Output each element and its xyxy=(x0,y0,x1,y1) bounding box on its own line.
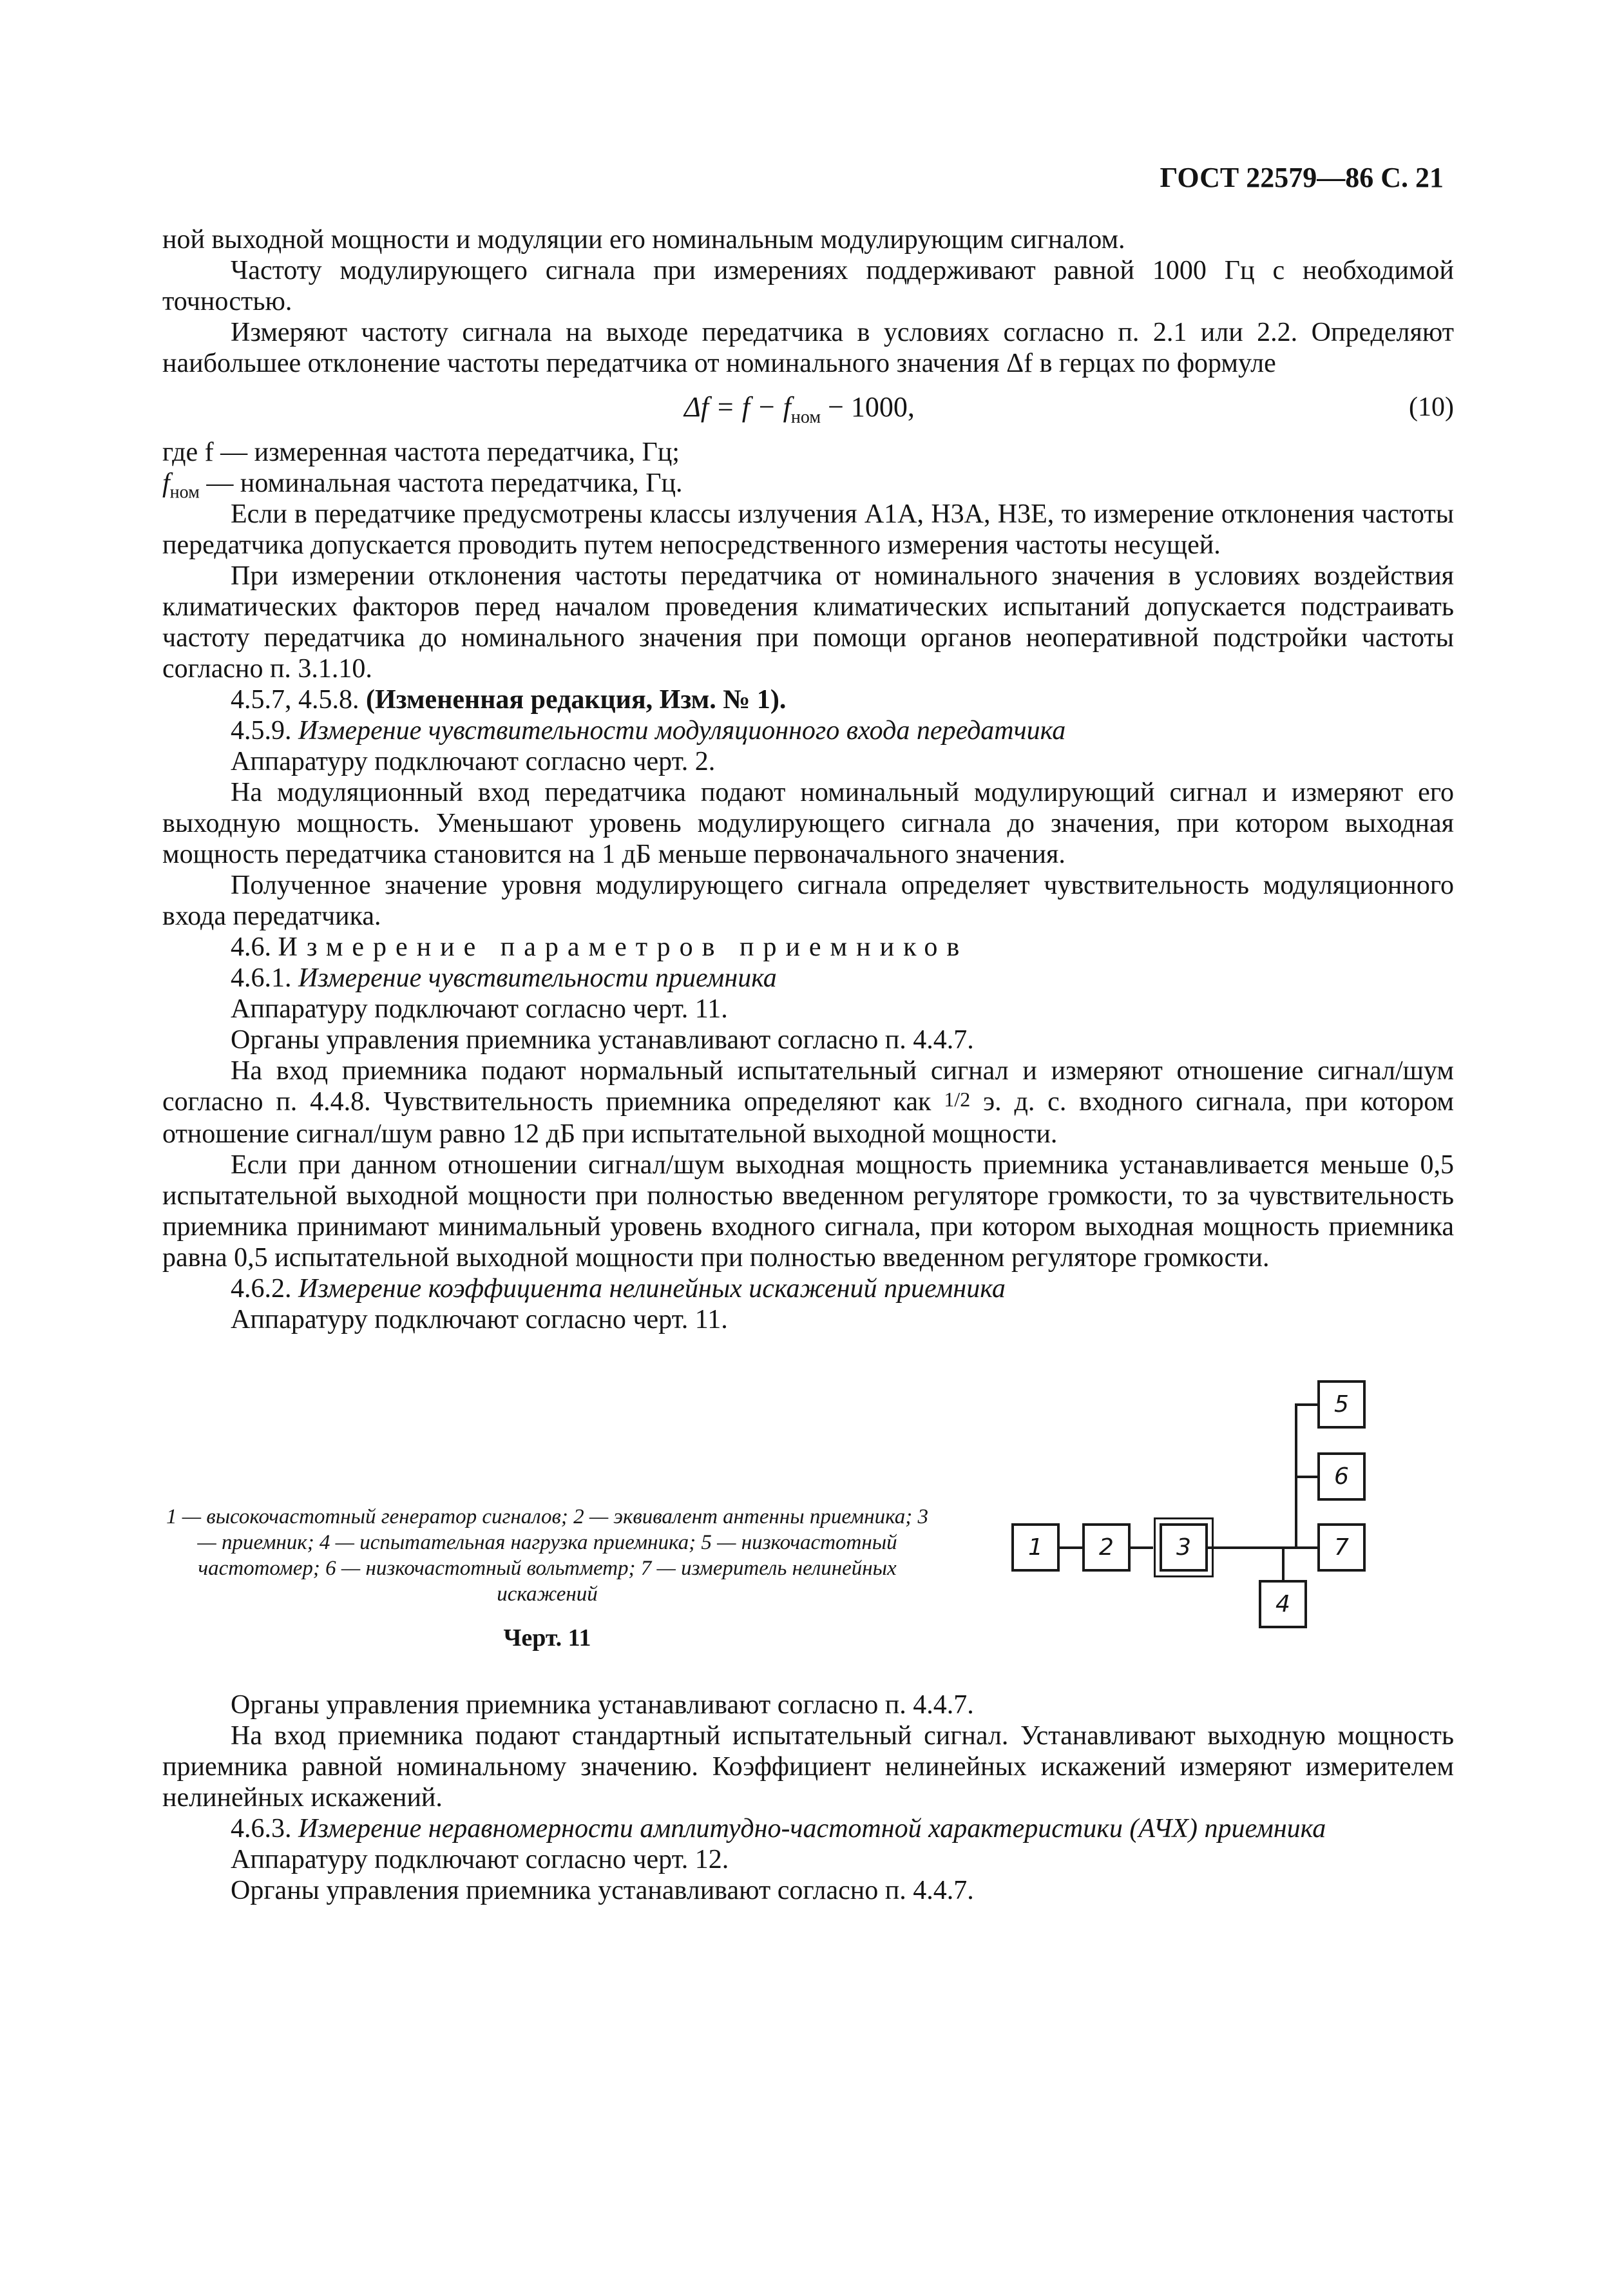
section-heading: 4.6.2. Измерение коэффициента нелинейных искажений приемника xyxy=(231,1274,1006,1304)
paragraph: На вход приемника подают нормальный испытательный сигнал и измеряют отношение сигнал/шум согласно п. 4.4.8. Чувствительность приемника определяют как 1/2 э. д. с. входного сигнала, при котором отношение сигнал/шум равно 12 дБ при испытательной выходной мощности. xyxy=(162,1056,1454,1149)
block-diagram xyxy=(1011,1380,1411,1683)
formula-10 xyxy=(162,388,1454,429)
page-header: ГОСТ 22579—86 С. 21 xyxy=(1160,162,1444,193)
figure-label: Черт. 11 xyxy=(503,1624,591,1651)
section-heading: 4.6.3. Измерение неравномерности амплитудно-частотной характеристики (АЧХ) приемника xyxy=(231,1814,1326,1844)
paragraph: Аппаратуру подключают согласно черт. 12. xyxy=(231,1845,729,1874)
block-2-antenna-equivalent: 2 xyxy=(1082,1523,1131,1572)
definition-f: где f — измеренная частота передатчика, Гц; xyxy=(162,438,680,467)
section-heading: 4.5.9. Измерение чувствительности модуляционного входа передатчика xyxy=(231,716,1066,746)
formula-number: (10) xyxy=(1409,392,1454,422)
block-3-receiver: 3 xyxy=(1160,1523,1208,1572)
paragraph: Полученное значение уровня модулирующего сигнала определяет чувствительность модуляционного входа передатчика. xyxy=(162,871,1454,931)
paragraph: Органы управления приемника устанавливают согласно п. 4.4.7. xyxy=(231,1690,974,1720)
connector-line xyxy=(1295,1546,1317,1549)
paragraph: На модуляционный вход передатчика подают номинальный модулирующий сигнал и измеряют его выходную мощность. Уменьшают уровень модулирующего сигнала до значения, при котором выходная мощность передатчика становится на 1 дБ меньше первоначального значения. xyxy=(162,778,1454,869)
paragraph: Если в передатчике предусмотрены классы излучения А1А, Н3А, Н3Е, то измерение отклонения частоты передатчика допускается проводить путем непосредственного измерения частоты несущей. xyxy=(162,499,1454,560)
definition-fnom: $f_{ном}$ — номинальная частота передатчика, Гц. xyxy=(162,468,683,503)
connector-line xyxy=(1282,1546,1285,1580)
connector-line xyxy=(1060,1546,1082,1549)
paragraph: На вход приемника подают стандартный испытательный сигнал. Устанавливают выходную мощность приемника равной номинальному значению. Коэффициент нелинейных искажений измеряют измерителем нелинейных искажений. xyxy=(162,1721,1454,1813)
page-body xyxy=(162,224,1454,1906)
block-6-voltmeter: 6 xyxy=(1317,1452,1366,1501)
figure-caption: 1 — высокочастотный генератор сигналов; 2 — эквивалент антенны приемника; 3 — приемник; 4 — испытательная нагрузка приемника; 5 — низкочастотный частотомер; 6 — низкочастотный вольтметр; 7 — измеритель нелинейных искажений Черт. 11 xyxy=(162,1504,932,1651)
paragraph: Частоту модулирующего сигнала при измерениях поддерживают равной 1000 Гц с необходимой точностью. xyxy=(162,256,1454,316)
amendment-note: 4.5.7, 4.5.8. (Измененная редакция, Изм. № 1). xyxy=(231,685,787,715)
paragraph: Измеряют частоту сигнала на выходе передатчика в условиях согласно п. 2.1 или 2.2. Определяют наибольшее отклонение частоты передатчика от номинального значения Δf в герцах по формуле xyxy=(162,318,1454,378)
block-5-frequency-meter: 5 xyxy=(1317,1380,1366,1429)
figure-11 xyxy=(162,1380,1454,1690)
paragraph: Органы управления приемника устанавливают согласно п. 4.4.7. xyxy=(231,1025,974,1055)
paragraph: Аппаратуру подключают согласно черт. 2. xyxy=(231,747,716,776)
paragraph: Аппаратуру подключают согласно черт. 11. xyxy=(231,1305,728,1334)
connector-line xyxy=(1131,1546,1153,1549)
section-heading: 4.6.1. Измерение чувствительности приемника xyxy=(231,963,777,993)
paragraph: Органы управления приемника устанавливают согласно п. 4.4.7. xyxy=(231,1876,974,1905)
section-heading: 4.6. Измерение параметров приемников xyxy=(231,932,969,962)
block-7-distortion-meter: 7 xyxy=(1317,1523,1366,1572)
formula-expression: $\Delta f = f - f_{ном} - 1000$, xyxy=(684,391,915,427)
block-4-test-load: 4 xyxy=(1259,1580,1307,1628)
paragraph: Аппаратуру подключают согласно черт. 11. xyxy=(231,994,728,1024)
connector-line xyxy=(1295,1476,1317,1478)
paragraph: ной выходной мощности и модуляции его номинальным модулирующим сигналом. xyxy=(162,225,1125,255)
connector-line xyxy=(1295,1403,1317,1406)
connector-line xyxy=(1295,1403,1297,1546)
paragraph: При измерении отклонения частоты передатчика от номинального значения в условиях воздействия климатических факторов перед началом проведения климатических испытаний допускается подстраивать частоту передатчика до номинального значения при помощи органов неоперативной подстройки частоты согласно п. 3.1.10. xyxy=(162,561,1454,684)
block-1-hf-generator: 1 xyxy=(1011,1523,1060,1572)
paragraph: Если при данном отношении сигнал/шум выходная мощность приемника устанавливается меньше 0,5 испытательной выходной мощности при полностью введенном регуляторе громкости, то за чувствительность приемника принимают минимальный уровень входного сигнала, при котором выходная мощность приемника равна 0,5 испытательной выходной мощности при полностью введенном регуляторе громкости. xyxy=(162,1150,1454,1273)
